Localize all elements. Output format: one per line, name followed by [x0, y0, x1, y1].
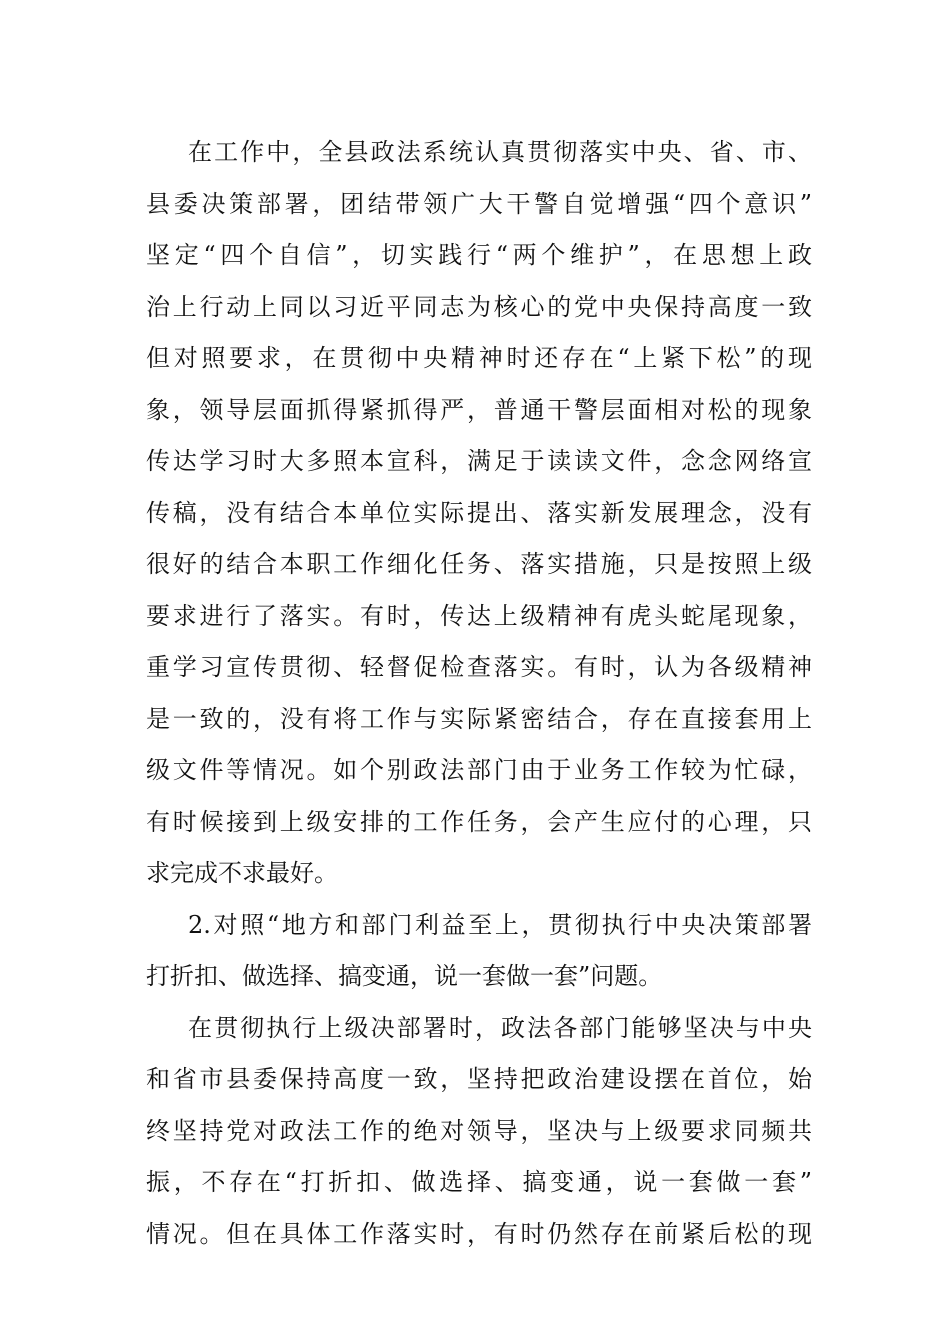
paragraph-line: 在贯彻执行上级决部署时，政法各部门能够坚决与中央	[188, 1013, 812, 1042]
paragraph-line: 情况。但在具体工作落实时，有时仍然存在前紧后松的现	[146, 1219, 812, 1248]
paragraph-line: 坚定“四个自信”，切实践行“两个维护”，在思想上政	[146, 241, 812, 269]
paragraph-line: 县委决策部署，团结带领广大干警自觉增强“四个意识”	[146, 189, 812, 218]
paragraph-line: 传稿，没有结合本单位实际提出、落实新发展理念，没有	[146, 498, 812, 527]
document-body	[146, 127, 812, 1260]
paragraph-line: 很好的结合本职工作细化任务、落实措施，只是按照上级	[146, 550, 812, 578]
paragraph-line: 求完成不求最好。	[146, 859, 338, 887]
section-heading-line: 2.对照“地方和部门利益至上，贯彻执行中央决策部署	[188, 910, 812, 939]
section-heading-line: 打折扣、做选择、搞变通，说一套做一套”问题。	[146, 962, 663, 990]
paragraph-line: 振，不存在“打折扣、做选择、搞变通，说一套做一套”	[146, 1168, 812, 1196]
paragraph-line: 和省市县委保持高度一致，坚持把政治建设摆在首位，始	[146, 1065, 812, 1093]
paragraph-line: 重学习宣传贯彻、轻督促检查落实。有时，认为各级精神	[146, 653, 812, 681]
paragraph-line: 在工作中，全县政法系统认真贯彻落实中央、省、市、	[188, 138, 812, 166]
paragraph-line: 但对照要求，在贯彻中央精神时还存在“上紧下松”的现	[146, 344, 812, 372]
paragraph-line: 象，领导层面抓得紧抓得严，普通干警层面相对松的现象	[146, 395, 812, 424]
paragraph-line: 传达学习时大多照本宣科，满足于读读文件，念念网络宣	[146, 447, 812, 475]
paragraph-line: 治上行动上同以习近平同志为核心的党中央保持高度一致	[146, 292, 812, 321]
paragraph-line: 终坚持党对政法工作的绝对领导，坚决与上级要求同频共	[146, 1116, 812, 1145]
paragraph-line: 有时候接到上级安排的工作任务，会产生应付的心理，只	[146, 807, 812, 836]
paragraph-line: 要求进行了落实。有时，传达上级精神有虎头蛇尾现象，	[146, 601, 812, 630]
paragraph-line: 是一致的，没有将工作与实际紧密结合，存在直接套用上	[146, 704, 812, 733]
paragraph-line: 级文件等情况。如个别政法部门由于业务工作较为忙碌，	[146, 756, 812, 784]
